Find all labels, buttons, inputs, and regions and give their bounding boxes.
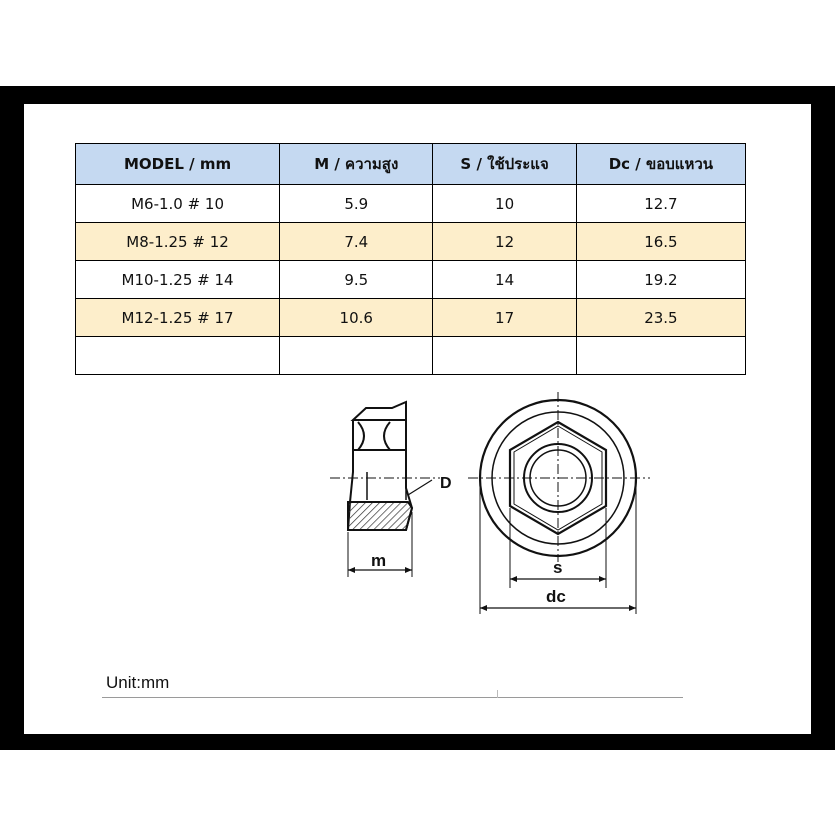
cell-dc: 23.5 [576, 299, 745, 337]
cell-s [433, 337, 576, 375]
cell-model: M10-1.25 # 14 [76, 261, 280, 299]
cell-s: 12 [433, 223, 576, 261]
cell-s: 14 [433, 261, 576, 299]
label-s: s [553, 558, 563, 577]
label-d: D [440, 475, 452, 492]
cell-s: 10 [433, 185, 576, 223]
spec-table [75, 143, 746, 375]
unit-label: Unit:mm [106, 673, 170, 692]
cell-dc: 12.7 [576, 185, 745, 223]
label-dc: dc [546, 587, 566, 606]
header-dc: Dc / ขอบแหวน [576, 144, 745, 185]
header-s: S / ใช้ประแจ [433, 144, 576, 185]
cell-m: 9.5 [280, 261, 433, 299]
header-model: MODEL / mm [76, 144, 280, 185]
cell-s: 17 [433, 299, 576, 337]
cell-dc: 19.2 [576, 261, 745, 299]
cell-dc [576, 337, 745, 375]
cell-m: 7.4 [280, 223, 433, 261]
unit-tick [497, 690, 498, 698]
label-m: m [371, 551, 387, 570]
table-row [76, 223, 746, 261]
cell-dc: 16.5 [576, 223, 745, 261]
top-view [468, 392, 650, 614]
cell-model: M12-1.25 # 17 [76, 299, 280, 337]
table-row [76, 261, 746, 299]
flange-nut-drawing [320, 392, 650, 622]
cell-m [280, 337, 433, 375]
table-row [76, 185, 746, 223]
cell-model: M8-1.25 # 12 [76, 223, 280, 261]
cell-model [76, 337, 280, 375]
table-row [76, 299, 746, 337]
header-m: M / ความสูง [280, 144, 433, 185]
table-header-row [76, 144, 746, 185]
cell-m: 5.9 [280, 185, 433, 223]
table-row [76, 337, 746, 375]
cell-m: 10.6 [280, 299, 433, 337]
cell-model: M6-1.0 # 10 [76, 185, 280, 223]
unit-underline [102, 697, 683, 698]
